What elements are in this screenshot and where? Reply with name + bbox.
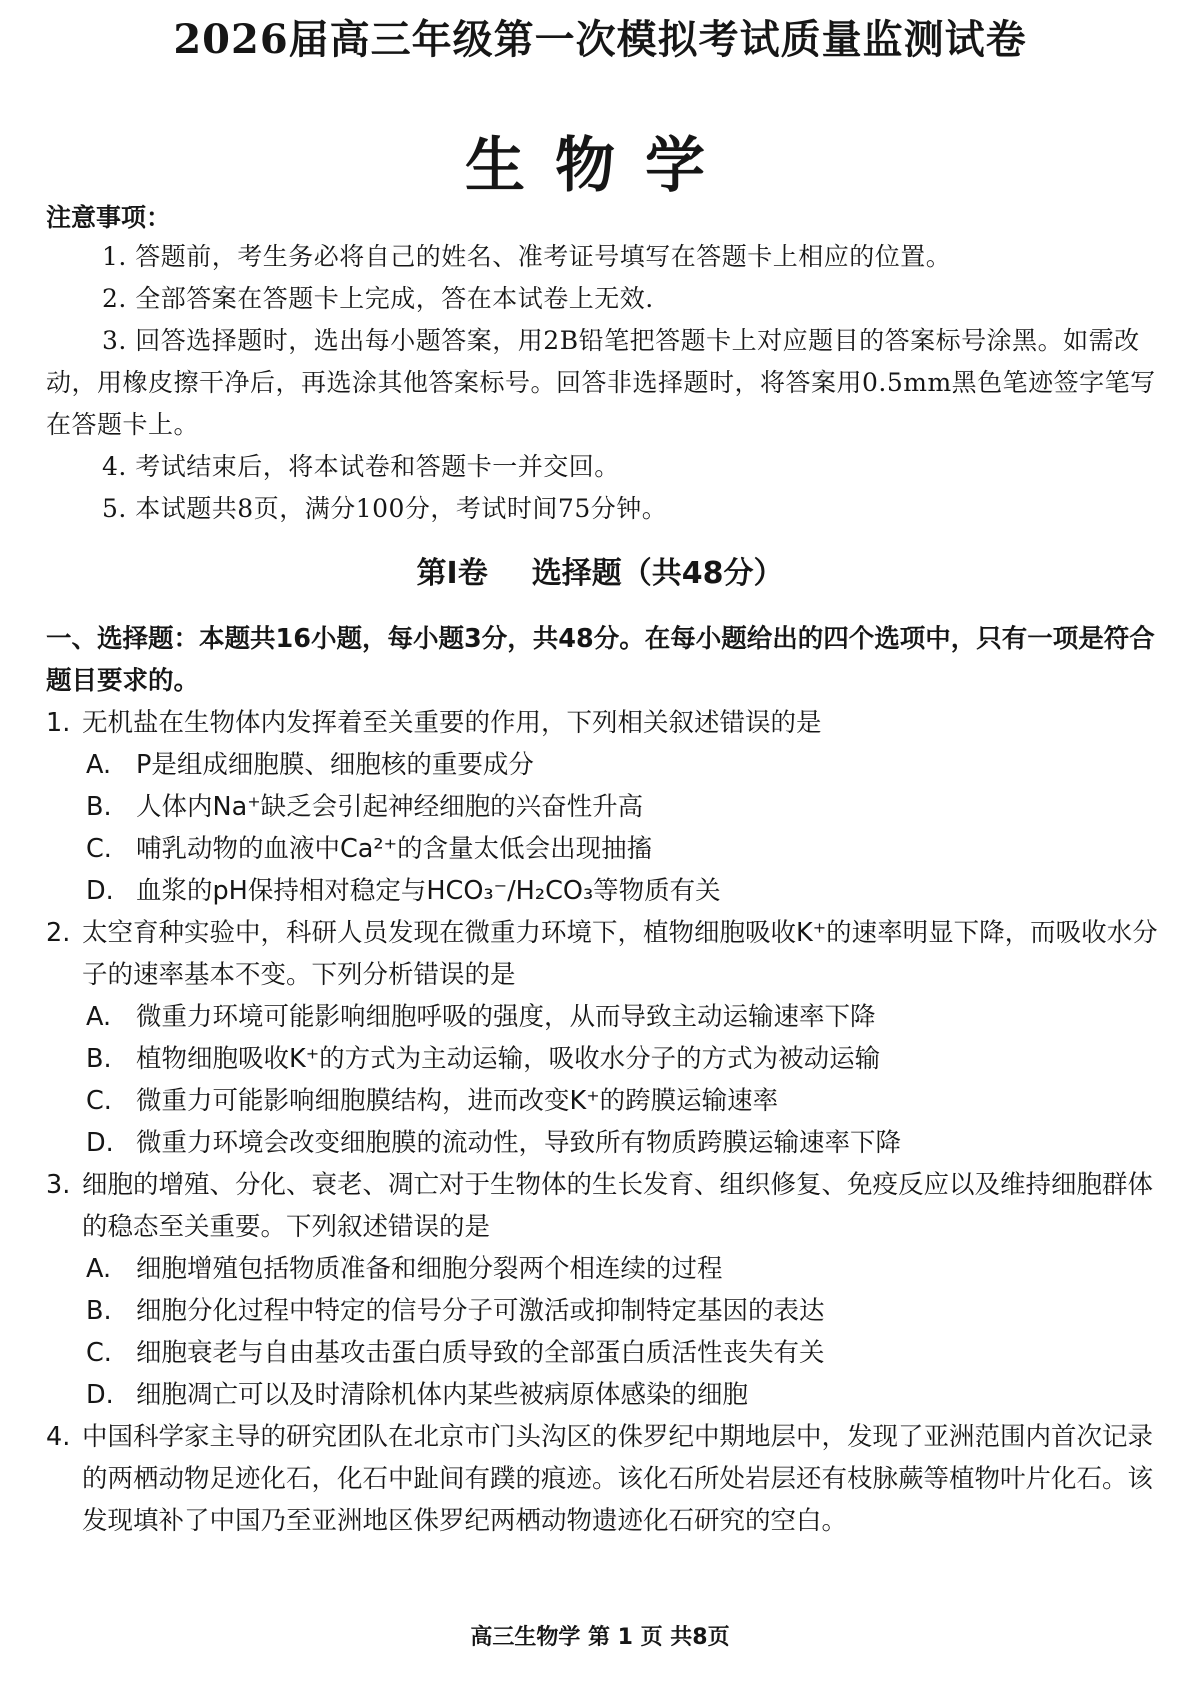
option-text: 细胞增殖包括物质准备和细胞分裂两个相连续的过程 [136, 1254, 723, 1284]
option-list [46, 996, 1166, 1164]
question-text: 中国科学家主导的研究团队在北京市门头沟区的侏罗纪中期地层中，发现了亚洲范围内首次记录的两栖动物足迹化石，化石中趾间有蹼的痕迹。该化石所处岩层还有枝脉蕨等植物叶片化石。该发现填补了中国乃至亚洲地区侏罗纪两栖动物遗迹化石研究的空白。 [82, 1422, 1154, 1536]
option-d [46, 870, 1166, 912]
part-instruction: 一、选择题：本题共16小题，每小题3分，共48分。在每小题给出的四个选项中，只有一项是符合题目要求的。 [46, 624, 1155, 696]
option-label: A. [86, 1002, 112, 1032]
question-number: 1. [46, 708, 71, 738]
option-text: 微重力环境会改变细胞膜的流动性，导致所有物质跨膜运输速率下降 [136, 1128, 902, 1158]
option-label: C. [86, 834, 112, 864]
question-3 [46, 1164, 1166, 1416]
option-text: P是组成细胞膜、细胞核的重要成分 [136, 750, 534, 780]
section-name: 选择题（共48分） [531, 556, 784, 591]
question-text: 太空育种实验中，科研人员发现在微重力环境下，植物细胞吸收K⁺的速率明显下降，而吸收水分子的速率基本不变。下列分析错误的是 [82, 918, 1158, 990]
option-list [46, 744, 1166, 912]
option-a [46, 996, 1166, 1038]
notice-item: 5. 本试题共8页，满分100分，考试时间75分钟。 [102, 494, 668, 523]
question-stem [46, 1416, 1166, 1542]
option-label: A. [86, 750, 112, 780]
question-stem [46, 702, 1166, 744]
option-label: C. [86, 1338, 112, 1368]
option-text: 细胞凋亡可以及时清除机体内某些被病原体感染的细胞 [136, 1380, 749, 1410]
question-number: 3. [46, 1170, 71, 1200]
option-c [46, 1080, 1166, 1122]
notice-item: 1. 答题前，考生务必将自己的姓名、准考证号填写在答题卡上相应的位置。 [102, 242, 952, 271]
option-d [46, 1122, 1166, 1164]
option-text: 哺乳动物的血液中Ca²⁺的含量太低会出现抽搐 [136, 834, 653, 864]
notice-item: 2. 全部答案在答题卡上完成，答在本试卷上无效. [102, 284, 654, 313]
option-text: 微重力可能影响细胞膜结构，进而改变K⁺的跨膜运输速率 [136, 1086, 779, 1116]
subject-title: 生物学 [465, 131, 735, 201]
option-label: B. [86, 1044, 112, 1074]
question-number: 2. [46, 918, 71, 948]
option-text: 细胞衰老与自由基攻击蛋白质导致的全部蛋白质活性丧失有关 [136, 1338, 825, 1368]
option-b [46, 786, 1166, 828]
option-text: 细胞分化过程中特定的信号分子可激活或抑制特定基因的表达 [136, 1296, 825, 1326]
question-list [46, 702, 1166, 1542]
option-c [46, 828, 1166, 870]
option-a [46, 1248, 1166, 1290]
notice-list [46, 236, 1156, 530]
notice-item: 4. 考试结束后，将本试卷和答题卡一并交回。 [102, 452, 620, 481]
option-a [46, 744, 1166, 786]
option-label: B. [86, 792, 112, 822]
notice-heading: 注意事项： [46, 203, 172, 232]
question-2 [46, 912, 1166, 1164]
option-label: C. [86, 1086, 112, 1116]
notice-item: 3. 回答选择题时，选出每小题答案，用2B铅笔把答题卡上对应题目的答案标号涂黑。如需改动，用橡皮擦干净后，再选涂其他答案标号。回答非选择题时，将答案用0.5mm黑色笔迹签字笔写在答题卡上。 [46, 326, 1156, 439]
option-label: D. [86, 1128, 114, 1158]
section-title [0, 548, 1200, 592]
question-number: 4. [46, 1422, 71, 1452]
option-label: D. [86, 1380, 114, 1410]
option-text: 人体内Na⁺缺乏会引起神经细胞的兴奋性升高 [136, 792, 644, 822]
section-volume: 第I卷 [416, 556, 488, 591]
option-label: B. [86, 1296, 112, 1326]
option-d [46, 1374, 1166, 1416]
option-b [46, 1038, 1166, 1080]
option-text: 植物细胞吸收K⁺的方式为主动运输，吸收水分子的方式为被动运输 [136, 1044, 881, 1074]
exam-title: 2026届高三年级第一次模拟考试质量监测试卷 [173, 16, 1027, 63]
option-text: 血浆的pH保持相对稳定与HCO₃⁻/H₂CO₃等物质有关 [136, 876, 721, 906]
option-b [46, 1290, 1166, 1332]
option-label: D. [86, 876, 114, 906]
page-footer: 高三生物学 第 1 页 共8页 [470, 1625, 730, 1650]
question-4 [46, 1416, 1166, 1542]
option-text: 微重力环境可能影响细胞呼吸的强度，从而导致主动运输速率下降 [136, 1002, 876, 1032]
question-stem [46, 1164, 1166, 1248]
question-stem [46, 912, 1166, 996]
option-list [46, 1248, 1166, 1416]
option-label: A. [86, 1254, 112, 1284]
question-text: 细胞的增殖、分化、衰老、凋亡对于生物体的生长发育、组织修复、免疫反应以及维持细胞群体的稳态至关重要。下列叙述错误的是 [82, 1170, 1154, 1242]
question-1 [46, 702, 1166, 912]
option-c [46, 1332, 1166, 1374]
question-text: 无机盐在生物体内发挥着至关重要的作用，下列相关叙述错误的是 [82, 708, 822, 738]
